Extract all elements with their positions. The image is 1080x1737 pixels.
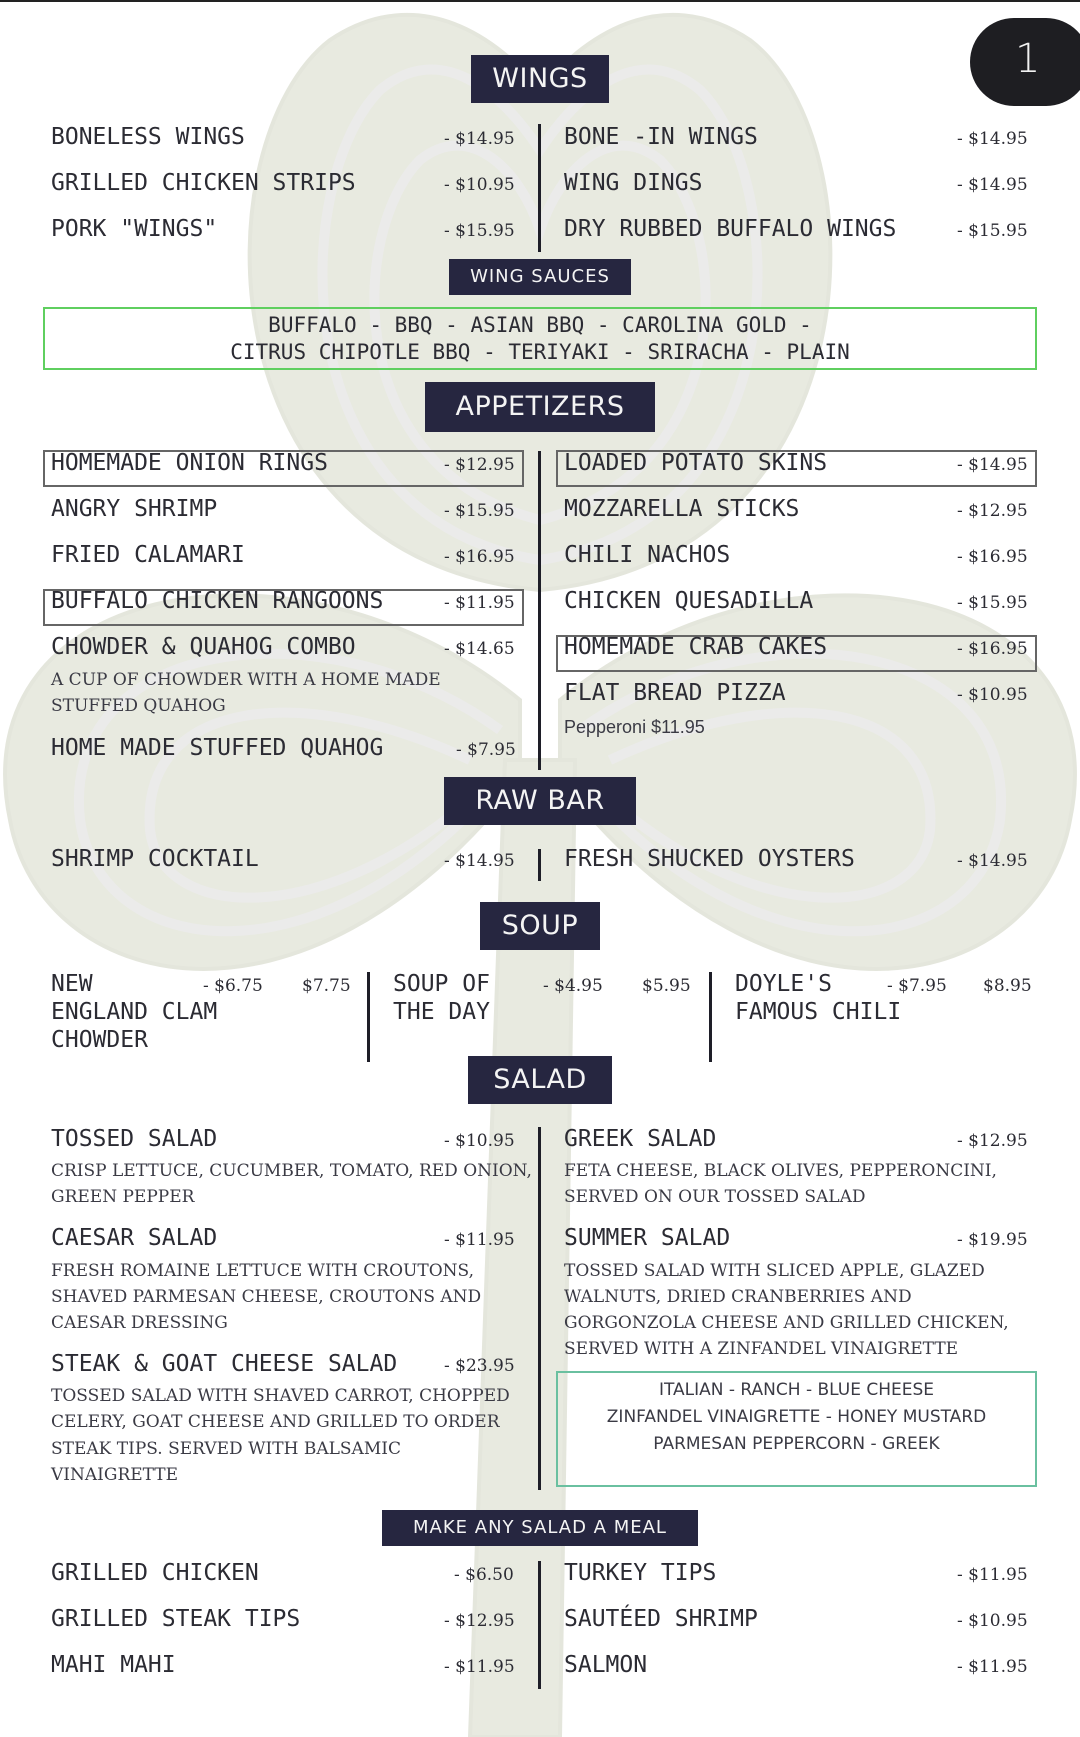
soup-bowl-price: $5.95: [642, 976, 691, 996]
item-price: - $10.95: [957, 1611, 1028, 1631]
item-price: - $11.95: [444, 593, 515, 613]
soup-item-name: [51, 970, 217, 1054]
item-price: - $6.50: [454, 1565, 514, 1585]
item-name: BONELESS WINGS: [51, 124, 245, 150]
soup-item-name: [735, 970, 901, 1026]
item-name: TURKEY TIPS: [564, 1560, 717, 1586]
item-description: CELERY, GOAT CHEESE AND GRILLED TO ORDER: [51, 1412, 500, 1432]
top-border: [0, 0, 1080, 2]
dressings-line: PARMESAN PEPPERCORN - GREEK: [653, 1434, 940, 1454]
item-name: SHRIMP COCKTAIL: [51, 846, 259, 872]
item-price: - $14.95: [444, 129, 515, 149]
item-description: FETA CHEESE, BLACK OLIVES, PEPPERONCINI,: [564, 1161, 997, 1181]
item-price: - $12.95: [957, 501, 1028, 521]
item-price: - $15.95: [444, 501, 515, 521]
item-description: STUFFED QUAHOG: [51, 696, 226, 716]
item-description: GREEN PEPPER: [51, 1187, 195, 1207]
item-price: - $14.95: [444, 851, 515, 871]
soup-cup-price: - $7.95: [887, 976, 947, 996]
item-price: - $14.95: [957, 129, 1028, 149]
soup-cup-price: - $6.75: [203, 976, 263, 996]
column-divider: [538, 124, 541, 252]
item-name: ANGRY SHRIMP: [51, 496, 218, 522]
page-number: 1: [1015, 36, 1041, 82]
column-divider: [367, 972, 370, 1062]
item-description: WALNUTS, DRIED CRANBERRIES AND: [564, 1287, 912, 1307]
soup-name-line: NEW: [51, 971, 93, 997]
item-price: - $15.95: [957, 221, 1028, 241]
item-price: - $11.95: [957, 1565, 1028, 1585]
item-price: - $10.95: [957, 685, 1028, 705]
wings-header: WINGS: [471, 55, 609, 103]
item-price: - $15.95: [444, 221, 515, 241]
item-price: - $16.95: [957, 547, 1028, 567]
item-price: - $11.95: [444, 1657, 515, 1677]
item-name: FRIED CALAMARI: [51, 542, 245, 568]
item-name: HOMEMADE ONION RINGS: [51, 450, 328, 476]
column-divider: [538, 1561, 541, 1689]
item-price: - $12.95: [444, 1611, 515, 1631]
item-name: GRILLED CHICKEN STRIPS: [51, 170, 356, 196]
dressings-line: ZINFANDEL VINAIGRETTE - HONEY MUSTARD: [606, 1407, 987, 1427]
item-description: CAESAR DRESSING: [51, 1313, 228, 1333]
item-name: GREEK SALAD: [564, 1126, 717, 1152]
item-price: - $19.95: [957, 1230, 1028, 1250]
item-description: TOSSED SALAD WITH SHAVED CARROT, CHOPPED: [51, 1386, 510, 1406]
soup-name-line: DOYLE'S: [735, 971, 832, 997]
item-price: - $10.95: [444, 175, 515, 195]
soup-bowl-price: $8.95: [983, 976, 1032, 996]
soup-name-line: ENGLAND CLAM: [51, 999, 218, 1025]
appetizers-header: APPETIZERS: [425, 382, 655, 432]
item-name: STEAK & GOAT CHEESE SALAD: [51, 1351, 398, 1377]
column-divider: [538, 451, 541, 770]
item-description: FRESH ROMAINE LETTUCE WITH CROUTONS,: [51, 1261, 474, 1281]
dressings-box: [556, 1371, 1037, 1487]
item-name: TOSSED SALAD: [51, 1126, 218, 1152]
item-name: CHILI NACHOS: [564, 542, 731, 568]
item-name: CHOWDER & QUAHOG COMBO: [51, 634, 356, 660]
item-description: SERVED ON OUR TOSSED SALAD: [564, 1187, 866, 1207]
soup-name-line: THE DAY: [393, 999, 490, 1025]
sauces-line: BUFFALO - BBQ - ASIAN BBQ - CAROLINA GOLD -: [268, 313, 812, 337]
item-price: - $16.95: [957, 639, 1028, 659]
item-description: STEAK TIPS. SERVED WITH BALSAMIC: [51, 1439, 401, 1459]
item-description: A CUP OF CHOWDER WITH A HOME MADE: [51, 670, 441, 690]
item-name: HOMEMADE CRAB CAKES: [564, 634, 828, 660]
soup-cup-price: - $4.95: [543, 976, 603, 996]
item-price: - $14.95: [957, 455, 1028, 475]
item-price: - $14.95: [957, 175, 1028, 195]
item-name: BONE -IN WINGS: [564, 124, 758, 150]
item-price: - $11.95: [957, 1657, 1028, 1677]
item-name: CHICKEN QUESADILLA: [564, 588, 814, 614]
soup-item-name: [393, 970, 490, 1026]
soup-bowl-price: $7.75: [302, 976, 351, 996]
item-price: - $14.65: [444, 639, 515, 659]
item-price: - $10.95: [444, 1131, 515, 1151]
item-price: - $11.95: [444, 1230, 515, 1250]
item-price: - $23.95: [444, 1356, 515, 1376]
soup-name-line: SOUP OF: [393, 971, 490, 997]
item-name: FLAT BREAD PIZZA: [564, 680, 786, 706]
item-price: - $12.95: [957, 1131, 1028, 1151]
column-divider: [709, 972, 712, 1062]
raw-bar-header: RAW BAR: [444, 777, 636, 825]
soup-name-line: FAMOUS CHILI: [735, 999, 902, 1025]
item-name: CAESAR SALAD: [51, 1225, 218, 1251]
item-name: HOME MADE STUFFED QUAHOG: [51, 735, 384, 761]
salad-header: SALAD: [468, 1056, 612, 1104]
item-name: MAHI MAHI: [51, 1652, 176, 1678]
page-number-tab: [970, 18, 1080, 106]
item-name: LOADED POTATO SKINS: [564, 450, 828, 476]
item-name: SAUTÉED SHRIMP: [564, 1606, 758, 1632]
item-price: - $7.95: [456, 740, 516, 760]
item-price: - $12.95: [444, 455, 515, 475]
salad-meal-header: MAKE ANY SALAD A MEAL: [382, 1510, 698, 1546]
item-description: VINAIGRETTE: [51, 1465, 179, 1485]
soup-name-line: CHOWDER: [51, 1027, 148, 1053]
item-name: FRESH SHUCKED OYSTERS: [564, 846, 855, 872]
item-description: Pepperoni $11.95: [564, 717, 705, 737]
item-name: DRY RUBBED BUFFALO WINGS: [564, 216, 897, 242]
soup-header: SOUP: [480, 902, 600, 950]
item-description: SERVED WITH A ZINFANDEL VINAIGRETTE: [564, 1339, 959, 1359]
item-name: SUMMER SALAD: [564, 1225, 731, 1251]
item-name: GRILLED CHICKEN: [51, 1560, 259, 1586]
item-name: MOZZARELLA STICKS: [564, 496, 800, 522]
item-price: - $14.95: [957, 851, 1028, 871]
item-name: BUFFALO CHICKEN RANGOONS: [51, 588, 384, 614]
item-description: GORGONZOLA CHEESE AND GRILLED CHICKEN,: [564, 1313, 1009, 1333]
column-divider: [538, 849, 541, 881]
item-description: TOSSED SALAD WITH SLICED APPLE, GLAZED: [564, 1261, 985, 1281]
sauces-line: CITRUS CHIPOTLE BBQ - TERIYAKI - SRIRACHA - PLAIN: [230, 340, 850, 364]
item-description: SHAVED PARMESAN CHEESE, CROUTONS AND: [51, 1287, 482, 1307]
item-name: WING DINGS: [564, 170, 703, 196]
column-divider: [538, 1127, 541, 1490]
dressings-line: ITALIAN - RANCH - BLUE CHEESE: [658, 1380, 935, 1400]
item-price: - $16.95: [444, 547, 515, 567]
item-name: SALMON: [564, 1652, 648, 1678]
item-name: GRILLED STEAK TIPS: [51, 1606, 301, 1632]
wing-sauces-header: WING SAUCES: [449, 259, 631, 295]
item-description: CRISP LETTUCE, CUCUMBER, TOMATO, RED ONION,: [51, 1161, 532, 1181]
item-name: PORK "WINGS": [51, 216, 218, 242]
wing-sauces-box: [43, 307, 1037, 370]
item-price: - $15.95: [957, 593, 1028, 613]
